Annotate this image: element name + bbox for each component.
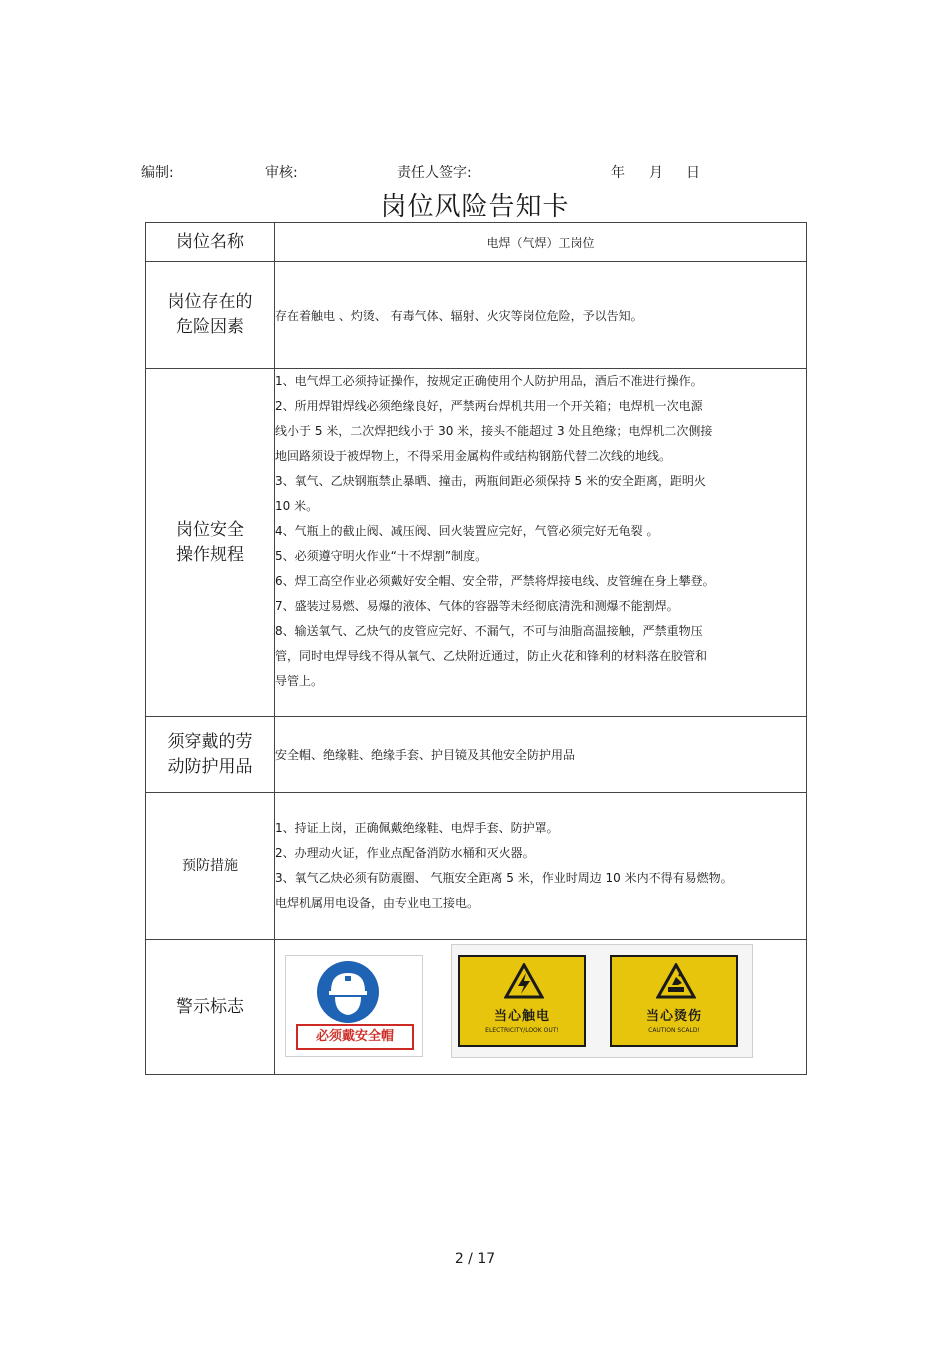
helmet-icon [317,961,379,1023]
ppe-value: 安全帽、绝缘鞋、绝缘手套、护目镜及其他安全防护用品 [275,717,807,793]
prevention-line: 电焊机属用电设备，由专业电工接电。 [275,896,480,910]
reviewed-label: 审核: [265,165,298,181]
row-signs [146,940,807,1075]
signature-header [0,162,950,182]
procedure-line: 10 米。 [275,499,319,513]
hazards-label-line2: 危险因素 [176,317,244,337]
row-procedures [146,369,807,717]
electric-warning-icon [504,963,544,999]
hazards-label-line1: 岗位存在的 [167,292,253,312]
procedure-line: 7、盛装过易燃、易爆的液体、气体的容器等未经彻底清洗和测爆不能割焊。 [275,599,679,613]
compiled-label: 编制: [141,165,174,181]
procedure-line: 导管上。 [275,674,324,688]
position-label: 岗位名称 [146,223,275,262]
electric-warning-sign [458,955,586,1047]
helmet-sign-text: 必须戴安全帽 [296,1024,414,1050]
day-label: 日 [686,165,700,181]
row-prevention [146,793,807,940]
hazards-value: 存在着触电 、灼烫、 有毒气体、辐射、火灾等岗位危险，予以告知。 [275,262,807,369]
year-label: 年 [611,165,625,181]
procedure-line: 5、必须遵守明火作业“十不焊割”制度。 [275,549,488,563]
scald-warning-subtext: CAUTION SCALD! [648,1027,700,1034]
risk-card-table [145,222,807,1075]
row-hazards [146,262,807,369]
prevention-content [275,793,807,940]
prevention-line: 1、持证上岗，正确佩戴绝缘鞋、电焊手套、防护罩。 [275,821,559,835]
procedure-line: 1、电气焊工必须持证操作，按规定正确使用个人防护用品，酒后不准进行操作。 [275,374,703,388]
scald-warning-sign [610,955,738,1047]
position-value: 电焊（气焊）工岗位 [275,223,807,262]
procedures-label [146,369,275,717]
procedure-line: 6、焊工高空作业必须戴好安全帽、安全带，严禁将焊接电线、皮管缠在身上攀登。 [275,574,715,588]
procedure-line: 管，同时电焊导线不得从氧气、乙炔附近通过，防止火花和锋利的材料落在胶管和 [275,649,708,663]
signs-content [275,940,807,1075]
signature-label: 责任人签字: [397,165,472,181]
month-label: 月 [649,165,663,181]
row-position [146,223,807,262]
prevention-label: 预防措施 [146,793,275,940]
hazards-label [146,262,275,369]
helmet-sign [285,955,423,1057]
electric-warning-text: 当心触电 [493,1009,550,1024]
page-number: 2 / 17 [454,1251,496,1267]
procedure-line: 3、氧气、乙炔钢瓶禁止暴晒、撞击，两瓶间距必须保持 5 米的安全距离，距明火 [275,474,706,488]
procedure-line: 8、输送氧气、乙炔气的皮管应完好、不漏气，不可与油脂高温接触，严禁重物压 [275,624,703,638]
warning-sign-group [451,944,753,1058]
electric-warning-subtext: ELECTRICITY/LOOK OUT! [485,1027,559,1034]
ppe-label [146,717,275,793]
scald-warning-text: 当心烫伤 [645,1009,702,1024]
procedure-line: 地回路须设于被焊物上，不得采用金属构件或结构钢筋代替二次线的地线。 [275,449,672,463]
procedures-label-line2: 操作规程 [176,544,244,565]
prevention-line: 2、办理动火证，作业点配备消防水桶和灭火器。 [275,846,535,860]
page-title: 岗位风险告知卡 [380,192,570,222]
prevention-line: 3、氧气乙炔必须有防震圈、 气瓶安全距离 5 米，作业时周边 10 米内不得有易燃物。 [275,871,733,885]
row-ppe [146,717,807,793]
scald-warning-icon [656,963,696,999]
signs-label: 警示标志 [146,940,275,1075]
procedure-line: 4、气瓶上的截止阀、减压阀、回火装置应完好，气管必须完好无龟裂 。 [275,524,659,538]
procedures-content [275,369,807,717]
ppe-label-line2: 动防护用品 [167,756,253,777]
ppe-label-line1: 须穿戴的劳 [167,731,253,752]
procedure-line: 线小于 5 米，二次焊把线小于 30 米，接头不能超过 3 处且绝缘；电焊机二次侧接 [275,424,713,438]
procedure-line: 2、所用焊钳焊线必须绝缘良好，严禁两台焊机共用一个开关箱；电焊机一次电源 [275,399,703,413]
procedures-label-line1: 岗位安全 [176,519,244,540]
